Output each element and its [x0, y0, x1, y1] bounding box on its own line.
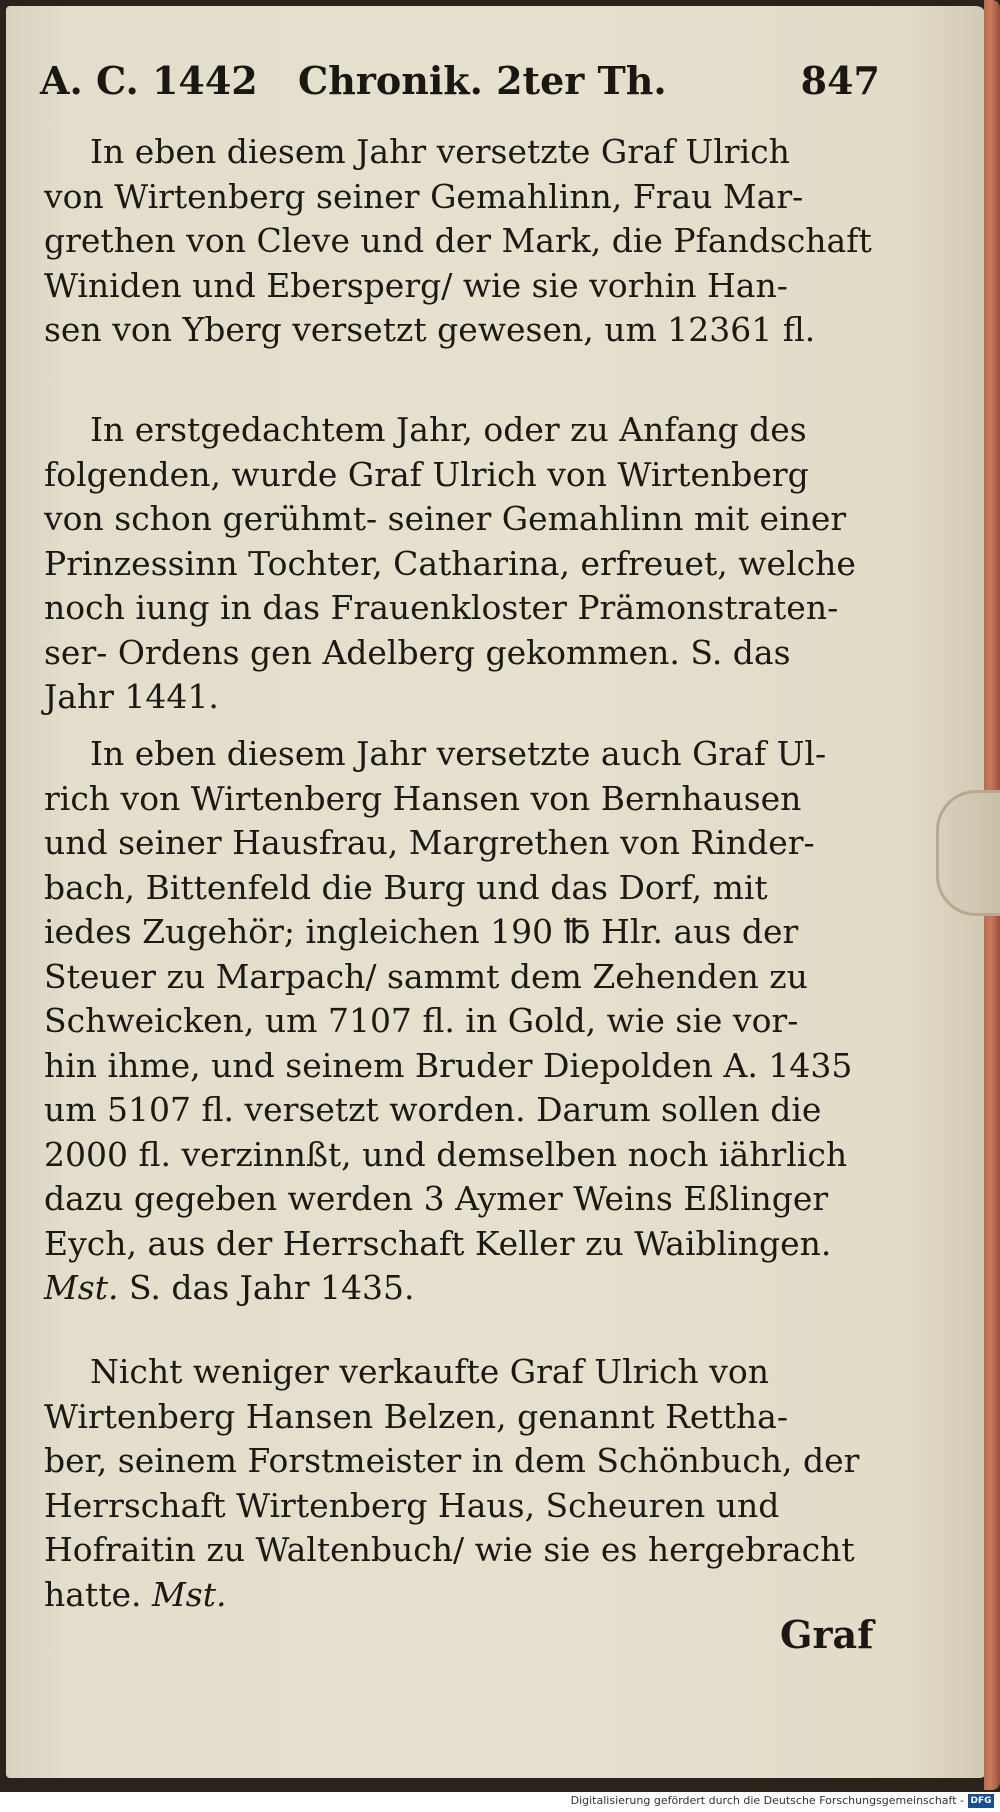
- text-line: In erstgedachtem Jahr, oder zu Anfang des: [90, 410, 807, 449]
- text-line: Jahr 1441.: [44, 677, 219, 716]
- page-number: 847: [800, 58, 880, 103]
- digitization-footer: [0, 1792, 1000, 1812]
- text-line: um 5107 fl. versetzt worden. Darum sollen die: [44, 1090, 822, 1129]
- text-line: von schon gerühmt- seiner Gemahlinn mit einer: [44, 499, 847, 538]
- paragraph-3: [44, 732, 876, 1311]
- text-line: sen von Yberg versetzt gewesen, um 12361 fl.: [44, 310, 816, 349]
- text-line: Wirtenberg Hansen Belzen, genannt Rettha-: [44, 1396, 788, 1436]
- paragraph-1: [44, 130, 876, 353]
- text-line: Nicht weniger verkaufte Graf Ulrich von: [90, 1352, 769, 1391]
- paragraph-4: [44, 1350, 876, 1617]
- dfg-logo-icon: DFG: [968, 1794, 994, 1808]
- footer-credit: Digitalisierung gefördert durch die Deutsche Forschungsgemeinschaft -: [570, 1794, 964, 1807]
- text-line: iedes Zugehör; ingleichen 190 ℔ Hlr. aus der: [44, 912, 799, 951]
- cross-reference: S. das Jahr 1435.: [128, 1268, 415, 1307]
- text-line: ber, seinem Forstmeister in dem Schönbuch, der: [44, 1441, 860, 1480]
- text-line: 2000 fl. verzinnßt, und demselben noch iährlich: [44, 1134, 848, 1174]
- text-line: und seiner Hausfrau, Margrethen von Rinder-: [44, 823, 815, 862]
- text-line: [44, 1573, 876, 1618]
- text-line: In eben diesem Jahr versetzte Graf Ulrich: [90, 132, 790, 171]
- text-line: bach, Bittenfeld die Burg und das Dorf, mit: [44, 867, 768, 907]
- text-line: Herrschaft Wirtenberg Haus, Scheuren und: [44, 1485, 780, 1525]
- text-line: Eych, aus der Herrschaft Keller zu Waiblingen.: [44, 1223, 832, 1263]
- text-line: ser- Ordens gen Adelberg gekommen. S. das: [44, 632, 791, 672]
- text-end: hatte.: [44, 1574, 142, 1614]
- text-line: Hofraitin zu Waltenbuch/ wie sie es hergebracht: [44, 1530, 855, 1569]
- source-abbrev: Mst.: [44, 1268, 119, 1307]
- text-line: Prinzessinn Tochter, Catharina, erfreuet, welche: [44, 543, 856, 583]
- text-line: noch iung in das Frauenkloster Prämonstraten-: [44, 588, 839, 627]
- text-line: folgenden, wurde Graf Ulrich von Wirtenberg: [44, 454, 809, 494]
- paragraph-2: [44, 408, 876, 720]
- text-line: In eben diesem Jahr versetzte auch Graf Ul-: [90, 734, 827, 773]
- text-line: Steuer zu Marpach/ sammt dem Zehenden zu: [44, 956, 808, 996]
- text-line: von Wirtenberg seiner Gemahlinn, Frau Mar-: [44, 176, 804, 216]
- header-title: Chronik. 2ter Th.: [298, 58, 667, 103]
- text-line: Winiden und Ebersperg/ wie sie vorhin Han-: [44, 265, 788, 305]
- text-line: rich von Wirtenberg Hansen von Bernhausen: [44, 778, 802, 818]
- text-line: grethen von Cleve und der Mark, die Pfandschaft: [44, 221, 872, 260]
- text-line: [44, 1266, 876, 1311]
- text-line: dazu gegeben werden 3 Aymer Weins Eßlinger: [44, 1179, 829, 1218]
- page-clip: [936, 790, 1000, 916]
- text-line: Schweicken, um 7107 fl. in Gold, wie sie vor-: [44, 1001, 799, 1040]
- catchword: Graf: [780, 1612, 874, 1657]
- header-year: A. C. 1442: [40, 58, 258, 103]
- running-header: [40, 52, 880, 112]
- text-line: hin ihme, und seinem Bruder Diepolden A. 1435: [44, 1045, 853, 1085]
- source-abbrev: Mst.: [151, 1574, 227, 1614]
